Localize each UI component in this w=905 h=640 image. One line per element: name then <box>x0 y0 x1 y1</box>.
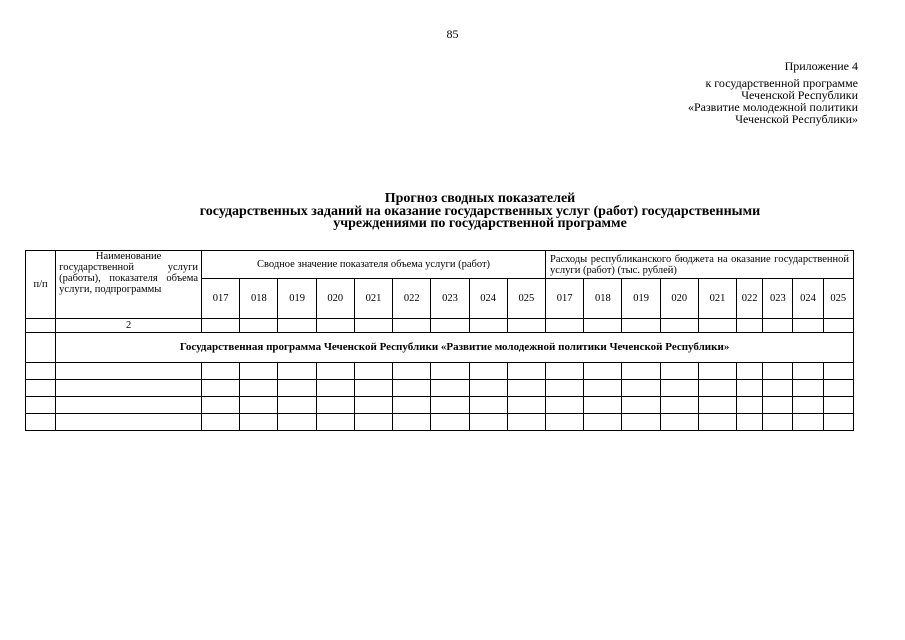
year-header: 023 <box>431 279 469 319</box>
year-header: 022 <box>393 279 431 319</box>
page-number: 85 <box>446 27 459 41</box>
expense-group-header: Расходы республиканского бюджета на оказание государственной услуги (работ) (тыс. рублей) <box>546 251 854 279</box>
document-title <box>100 193 860 231</box>
year-header: 022 <box>737 279 763 319</box>
year-header: 021 <box>698 279 736 319</box>
year-header: 025 <box>823 279 853 319</box>
col-name-header <box>56 251 202 319</box>
program-title: Государственная программа Чеченской Республики «Развитие молодежной политики Чеченской Республики» <box>56 333 854 363</box>
year-header: 025 <box>507 279 545 319</box>
appendix-line: «Развитие молодежной политики <box>687 100 858 114</box>
appendix-header <box>688 60 858 125</box>
year-header: 019 <box>278 279 316 319</box>
header-row <box>26 251 854 279</box>
table-row <box>26 363 854 380</box>
forecast-table <box>25 250 854 431</box>
col-num-header: п/п <box>26 251 56 319</box>
table-cell <box>26 333 56 363</box>
appendix-line: Чеченской Республики <box>741 88 858 102</box>
table-row <box>26 380 854 397</box>
table-row <box>26 414 854 431</box>
title-line: Прогноз сводных показателей <box>384 191 576 206</box>
year-header: 019 <box>622 279 660 319</box>
appendix-line: Чеченской Республики» <box>735 112 858 126</box>
table-cell <box>26 319 56 333</box>
year-header: 017 <box>202 279 240 319</box>
title-line: государственных заданий на оказание государственных услуг (работ) государственными <box>199 203 761 219</box>
year-header: 024 <box>469 279 507 319</box>
index-cell: 2 <box>56 319 202 333</box>
year-header: 018 <box>240 279 278 319</box>
program-row <box>26 333 854 363</box>
year-header: 020 <box>660 279 698 319</box>
col-name-header-rest: государственной услуги (работы), показателя объема услуги, подпрограммы <box>59 262 199 295</box>
table-row <box>26 397 854 414</box>
volume-group-header: Сводное значение показателя объема услуги (работ) <box>202 251 546 279</box>
index-row <box>26 319 854 333</box>
appendix-line: к государственной программе <box>705 76 858 90</box>
year-header: 024 <box>793 279 823 319</box>
title-line: учреждениями по государственной программе <box>333 216 627 231</box>
year-header: 021 <box>354 279 392 319</box>
year-header: 020 <box>316 279 354 319</box>
col-name-header-line1: Наименование <box>95 251 162 262</box>
year-header: 023 <box>763 279 793 319</box>
year-header: 018 <box>584 279 622 319</box>
appendix-label: Приложение 4 <box>784 59 858 73</box>
year-header: 017 <box>546 279 584 319</box>
